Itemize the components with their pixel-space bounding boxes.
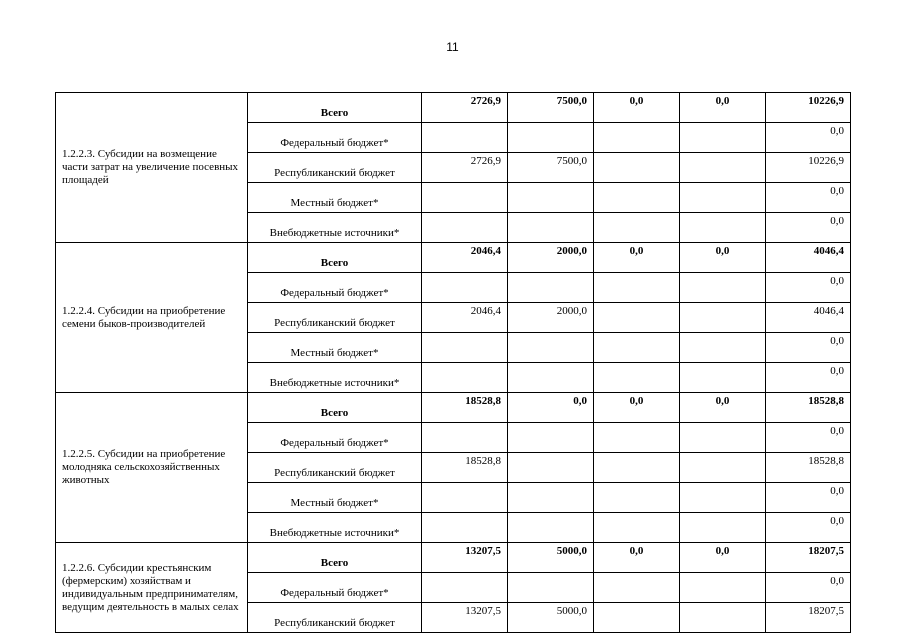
amount-cell — [680, 213, 766, 243]
amount-cell — [594, 183, 680, 213]
amount-cell — [422, 423, 508, 453]
amount-cell: 0,0 — [594, 393, 680, 423]
measure-name-cell: 1.2.2.6. Субсидии крестьянским (фермерским) хозяйствам и индивидуальным предпринимателям, ведущим деятельность в малых селах — [56, 543, 248, 633]
funding-source-cell: Федеральный бюджет* — [248, 273, 422, 303]
amount-cell: 4046,4 — [766, 243, 851, 273]
amount-cell: 0,0 — [766, 123, 851, 153]
amount-cell — [508, 213, 594, 243]
amount-cell: 0,0 — [680, 243, 766, 273]
amount-cell — [680, 303, 766, 333]
amount-cell: 0,0 — [594, 93, 680, 123]
amount-cell: 0,0 — [766, 573, 851, 603]
amount-cell: 2000,0 — [508, 243, 594, 273]
amount-cell: 0,0 — [766, 423, 851, 453]
amount-cell — [508, 483, 594, 513]
measure-name-cell: 1.2.2.5. Субсидии на приобретение молодняка сельскохозяйственных животных — [56, 393, 248, 543]
amount-cell: 18528,8 — [766, 393, 851, 423]
amount-cell: 0,0 — [766, 483, 851, 513]
amount-cell: 10226,9 — [766, 153, 851, 183]
amount-cell — [594, 603, 680, 633]
amount-cell — [680, 153, 766, 183]
amount-cell — [508, 573, 594, 603]
amount-cell — [422, 273, 508, 303]
amount-cell: 5000,0 — [508, 543, 594, 573]
funding-source-cell: Федеральный бюджет* — [248, 123, 422, 153]
amount-cell: 2046,4 — [422, 303, 508, 333]
amount-cell — [422, 513, 508, 543]
amount-cell — [594, 513, 680, 543]
amount-cell: 2000,0 — [508, 303, 594, 333]
table-row — [56, 93, 851, 123]
amount-cell: 0,0 — [766, 363, 851, 393]
amount-cell — [594, 303, 680, 333]
funding-source-cell: Всего — [248, 243, 422, 273]
amount-cell: 7500,0 — [508, 93, 594, 123]
amount-cell: 18207,5 — [766, 543, 851, 573]
amount-cell: 18528,8 — [766, 453, 851, 483]
funding-source-cell: Республиканский бюджет — [248, 453, 422, 483]
amount-cell — [680, 183, 766, 213]
table-row — [56, 543, 851, 573]
amount-cell: 18528,8 — [422, 453, 508, 483]
measure-name-cell: 1.2.2.4. Субсидии на приобретение семени быков-производителей — [56, 243, 248, 393]
amount-cell — [508, 333, 594, 363]
amount-cell: 0,0 — [766, 213, 851, 243]
amount-cell — [594, 453, 680, 483]
funding-source-cell: Внебюджетные источники* — [248, 213, 422, 243]
amount-cell — [680, 603, 766, 633]
amount-cell: 0,0 — [766, 333, 851, 363]
amount-cell — [594, 273, 680, 303]
table-row — [56, 393, 851, 423]
funding-source-cell: Местный бюджет* — [248, 183, 422, 213]
amount-cell — [680, 123, 766, 153]
amount-cell — [680, 333, 766, 363]
funding-source-cell: Федеральный бюджет* — [248, 573, 422, 603]
amount-cell — [594, 333, 680, 363]
amount-cell — [594, 213, 680, 243]
funding-source-cell: Всего — [248, 93, 422, 123]
amount-cell — [680, 423, 766, 453]
funding-source-cell: Внебюджетные источники* — [248, 513, 422, 543]
amount-cell — [594, 423, 680, 453]
amount-cell: 5000,0 — [508, 603, 594, 633]
budget-table — [55, 92, 851, 633]
amount-cell: 18207,5 — [766, 603, 851, 633]
amount-cell: 0,0 — [766, 183, 851, 213]
amount-cell: 18528,8 — [422, 393, 508, 423]
amount-cell — [422, 123, 508, 153]
amount-cell — [680, 273, 766, 303]
amount-cell: 0,0 — [680, 93, 766, 123]
amount-cell — [594, 363, 680, 393]
amount-cell: 7500,0 — [508, 153, 594, 183]
amount-cell — [594, 123, 680, 153]
amount-cell: 0,0 — [594, 243, 680, 273]
amount-cell — [422, 333, 508, 363]
amount-cell: 10226,9 — [766, 93, 851, 123]
amount-cell: 0,0 — [766, 513, 851, 543]
amount-cell — [594, 483, 680, 513]
amount-cell — [594, 573, 680, 603]
amount-cell: 4046,4 — [766, 303, 851, 333]
amount-cell — [508, 123, 594, 153]
funding-source-cell: Местный бюджет* — [248, 483, 422, 513]
amount-cell — [422, 213, 508, 243]
funding-source-cell: Местный бюджет* — [248, 333, 422, 363]
amount-cell — [508, 273, 594, 303]
amount-cell: 0,0 — [594, 543, 680, 573]
table-row — [56, 243, 851, 273]
amount-cell — [508, 363, 594, 393]
funding-source-cell: Всего — [248, 393, 422, 423]
budget-table-body — [56, 93, 851, 633]
amount-cell — [508, 513, 594, 543]
amount-cell: 2726,9 — [422, 153, 508, 183]
funding-source-cell: Республиканский бюджет — [248, 153, 422, 183]
amount-cell — [508, 183, 594, 213]
amount-cell — [680, 453, 766, 483]
amount-cell: 0,0 — [766, 273, 851, 303]
amount-cell: 2726,9 — [422, 93, 508, 123]
amount-cell — [680, 363, 766, 393]
amount-cell: 0,0 — [680, 393, 766, 423]
measure-name-cell: 1.2.2.3. Субсидии на возмещение части затрат на увеличение посевных площадей — [56, 93, 248, 243]
amount-cell: 13207,5 — [422, 543, 508, 573]
funding-source-cell: Федеральный бюджет* — [248, 423, 422, 453]
amount-cell — [680, 573, 766, 603]
amount-cell: 2046,4 — [422, 243, 508, 273]
funding-source-cell: Всего — [248, 543, 422, 573]
amount-cell: 13207,5 — [422, 603, 508, 633]
amount-cell — [508, 453, 594, 483]
amount-cell — [680, 513, 766, 543]
amount-cell — [508, 423, 594, 453]
amount-cell — [422, 483, 508, 513]
amount-cell: 0,0 — [680, 543, 766, 573]
amount-cell — [680, 483, 766, 513]
amount-cell — [422, 573, 508, 603]
amount-cell — [594, 153, 680, 183]
amount-cell: 0,0 — [508, 393, 594, 423]
amount-cell — [422, 183, 508, 213]
amount-cell — [422, 363, 508, 393]
page-number: 11 — [446, 40, 459, 54]
funding-source-cell: Внебюджетные источники* — [248, 363, 422, 393]
funding-source-cell: Республиканский бюджет — [248, 603, 422, 633]
funding-source-cell: Республиканский бюджет — [248, 303, 422, 333]
